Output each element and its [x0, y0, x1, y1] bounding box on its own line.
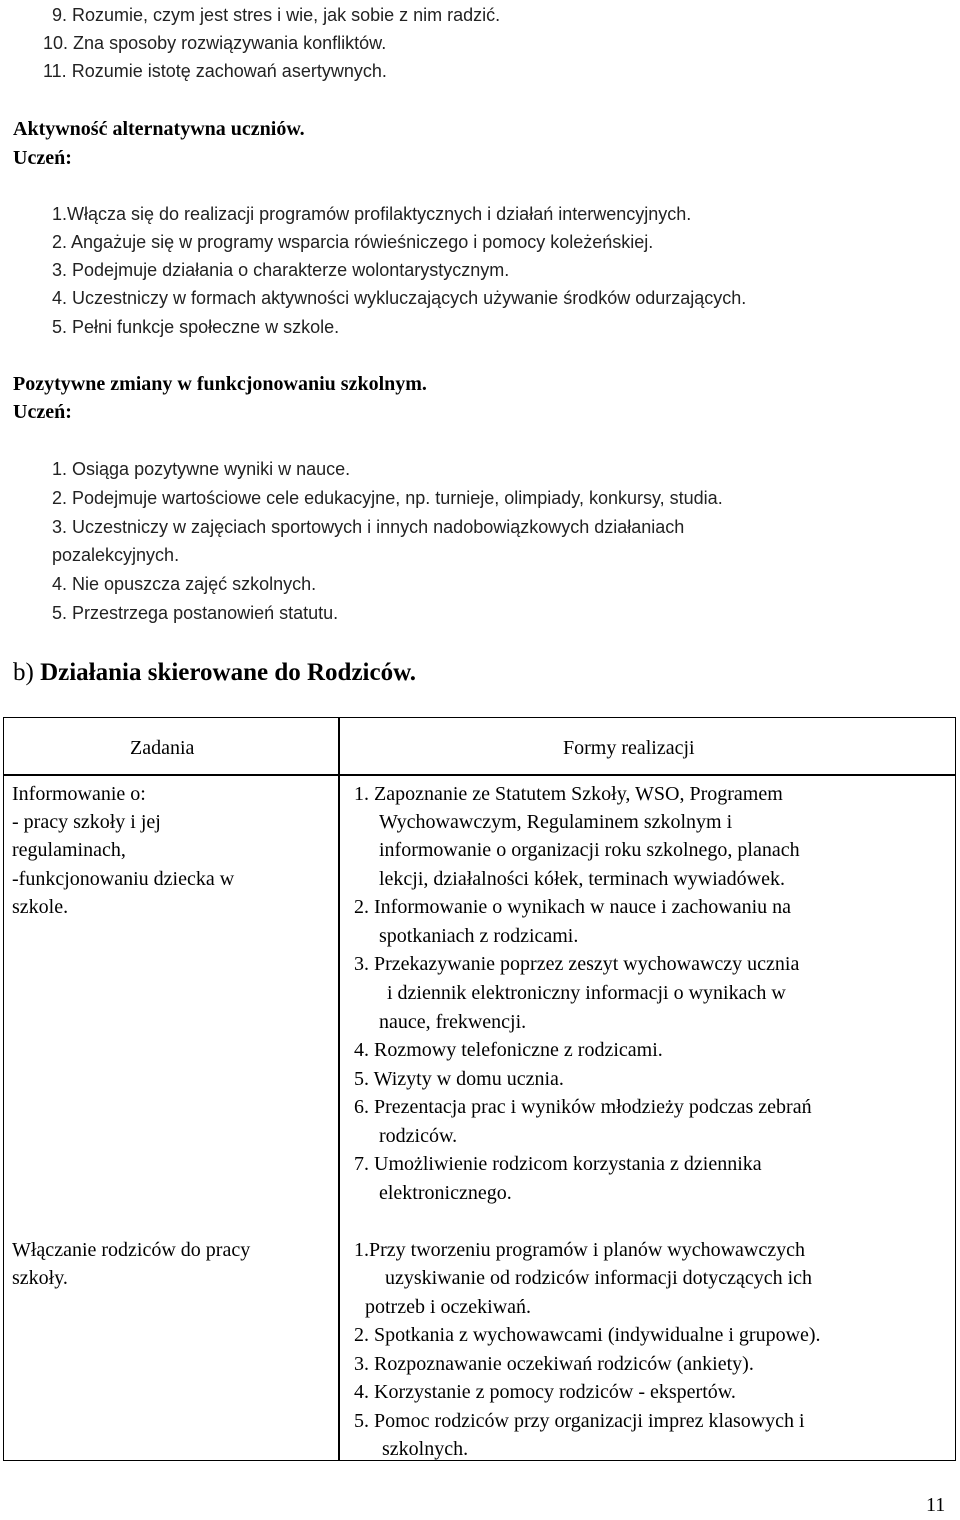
- item-number: 1.: [52, 204, 68, 224]
- cell-text: informowanie o organizacji roku szkolnego, planach: [379, 839, 800, 861]
- cell-text: -funkcjonowaniu dziecka w: [12, 868, 235, 890]
- cell-text: lekcji, działalności kółek, terminach wywiadówek.: [379, 868, 785, 890]
- cell-text: 7. Umożliwienie rodzicom korzystania z dziennika: [354, 1153, 762, 1175]
- column-divider: [338, 718, 340, 1460]
- item-number: 11.: [43, 61, 67, 81]
- cell-text: 3. Przekazywanie poprzez zeszyt wychowawczy ucznia: [354, 953, 800, 975]
- item-text: Uczestniczy w zajęciach sportowych i innych nadobowiązkowych działaniach: [72, 517, 685, 537]
- column-header: Zadania: [130, 737, 195, 759]
- heading-title: Działania skierowane do Rodziców.: [40, 659, 417, 686]
- item-number: 3.: [52, 517, 68, 537]
- list-item: [52, 313, 339, 342]
- item-text: Rozumie, czym jest stres i wie, jak sobie z nim radzić.: [72, 5, 501, 25]
- item-number: 2.: [52, 488, 68, 508]
- item-text: pozalekcyjnych.: [52, 545, 180, 565]
- item-number: 5.: [52, 317, 68, 337]
- item-text: Podejmuje działania o charakterze wolontarystycznym.: [72, 260, 510, 280]
- list-item-continuation: [52, 541, 179, 570]
- section-title: Aktywność alternatywna uczniów.: [13, 118, 305, 140]
- list-item: [52, 1, 500, 30]
- item-number: 4.: [52, 288, 68, 308]
- list-item: [52, 284, 746, 313]
- cell-text: - pracy szkoły i jej: [12, 811, 161, 833]
- cell-text: 2. Spotkania z wychowawcami (indywidualne i grupowe).: [354, 1324, 821, 1346]
- cell-text: spotkaniach z rodzicami.: [379, 925, 579, 947]
- heading-prefix: b): [13, 659, 34, 686]
- item-number: 10.: [43, 33, 69, 53]
- cell-text: 1.Przy tworzeniu programów i planów wychowawczych: [354, 1239, 805, 1261]
- cell-text: 3. Rozpoznawanie oczekiwań rodziców (ankiety).: [354, 1353, 754, 1375]
- cell-text: rodziców.: [379, 1125, 458, 1147]
- item-number: 1.: [52, 459, 68, 479]
- item-text: Uczestniczy w formach aktywności wykluczających używanie środków odurzających.: [72, 288, 747, 308]
- cell-text: 2. Informowanie o wynikach w nauce i zachowaniu na: [354, 896, 792, 918]
- actions-table: [3, 717, 956, 1461]
- list-item: [52, 570, 316, 599]
- cell-text: 1. Zapoznanie ze Statutem Szkoły, WSO, Programem: [354, 783, 783, 805]
- item-text: Osiąga pozytywne wyniki w nauce.: [72, 459, 351, 479]
- section-heading: [13, 657, 416, 689]
- cell-text: 5. Wizyty w domu ucznia.: [354, 1068, 564, 1090]
- section-subtitle: Uczeń:: [13, 147, 72, 169]
- item-text: Podejmuje wartościowe cele edukacyjne, np. turnieje, olimpiady, konkursy, studia.: [72, 488, 723, 508]
- header-divider: [4, 774, 955, 776]
- item-text: Pełni funkcje społeczne w szkole.: [72, 317, 340, 337]
- list-item: [43, 57, 387, 86]
- cell-text: szkole.: [12, 896, 69, 918]
- cell-text: Informowanie o:: [12, 783, 146, 805]
- item-number: 3.: [52, 260, 68, 280]
- cell-text: potrzeb i oczekiwań.: [365, 1296, 532, 1318]
- cell-text: 4. Rozmowy telefoniczne z rodzicami.: [354, 1039, 663, 1061]
- list-item: [52, 484, 723, 513]
- list-item: [52, 455, 350, 484]
- cell-text: 4. Korzystanie z pomocy rodziców - ekspertów.: [354, 1381, 736, 1403]
- item-number: 2.: [52, 232, 68, 252]
- item-number: 5.: [52, 603, 68, 623]
- item-text: Rozumie istotę zachowań asertywnych.: [71, 61, 387, 81]
- cell-text: Wychowawczym, Regulaminem szkolnym i: [379, 811, 733, 833]
- cell-text: i dziennik elektroniczny informacji o wynikach w: [387, 982, 786, 1004]
- cell-text: 6. Prezentacja prac i wyników młodzieży podczas zebrań: [354, 1096, 812, 1118]
- item-text: Włącza się do realizacji programów profilaktycznych i działań interwencyjnych.: [67, 204, 692, 224]
- section-title: Pozytywne zmiany w funkcjonowaniu szkolnym.: [13, 373, 427, 395]
- cell-text: regulaminach,: [12, 839, 126, 861]
- page-number: 11: [926, 1494, 946, 1516]
- list-item: [43, 29, 386, 58]
- list-item: [52, 200, 691, 229]
- section-subtitle: Uczeń:: [13, 401, 72, 423]
- cell-text: szkoły.: [12, 1267, 68, 1289]
- list-item: [52, 513, 684, 542]
- cell-text: uzyskiwanie od rodziców informacji dotyczących ich: [385, 1267, 813, 1289]
- item-text: Przestrzega postanowień statutu.: [72, 603, 339, 623]
- cell-text: 5. Pomoc rodziców przy organizacji imprez klasowych i: [354, 1410, 805, 1432]
- cell-text: szkolnych.: [382, 1438, 469, 1460]
- item-text: Zna sposoby rozwiązywania konfliktów.: [73, 33, 387, 53]
- list-item: [52, 228, 653, 257]
- item-number: 9.: [52, 5, 68, 25]
- item-text: Angażuje się w programy wsparcia rówieśniczego i pomocy koleżeńskiej.: [71, 232, 654, 252]
- item-number: 4.: [52, 574, 68, 594]
- cell-text: nauce, frekwencji.: [379, 1011, 527, 1033]
- cell-text: Włączanie rodziców do pracy: [12, 1239, 251, 1261]
- column-header: Formy realizacji: [563, 737, 695, 759]
- item-text: Nie opuszcza zajęć szkolnych.: [72, 574, 317, 594]
- list-item: [52, 599, 338, 628]
- cell-text: elektronicznego.: [379, 1182, 512, 1204]
- list-item: [52, 256, 509, 285]
